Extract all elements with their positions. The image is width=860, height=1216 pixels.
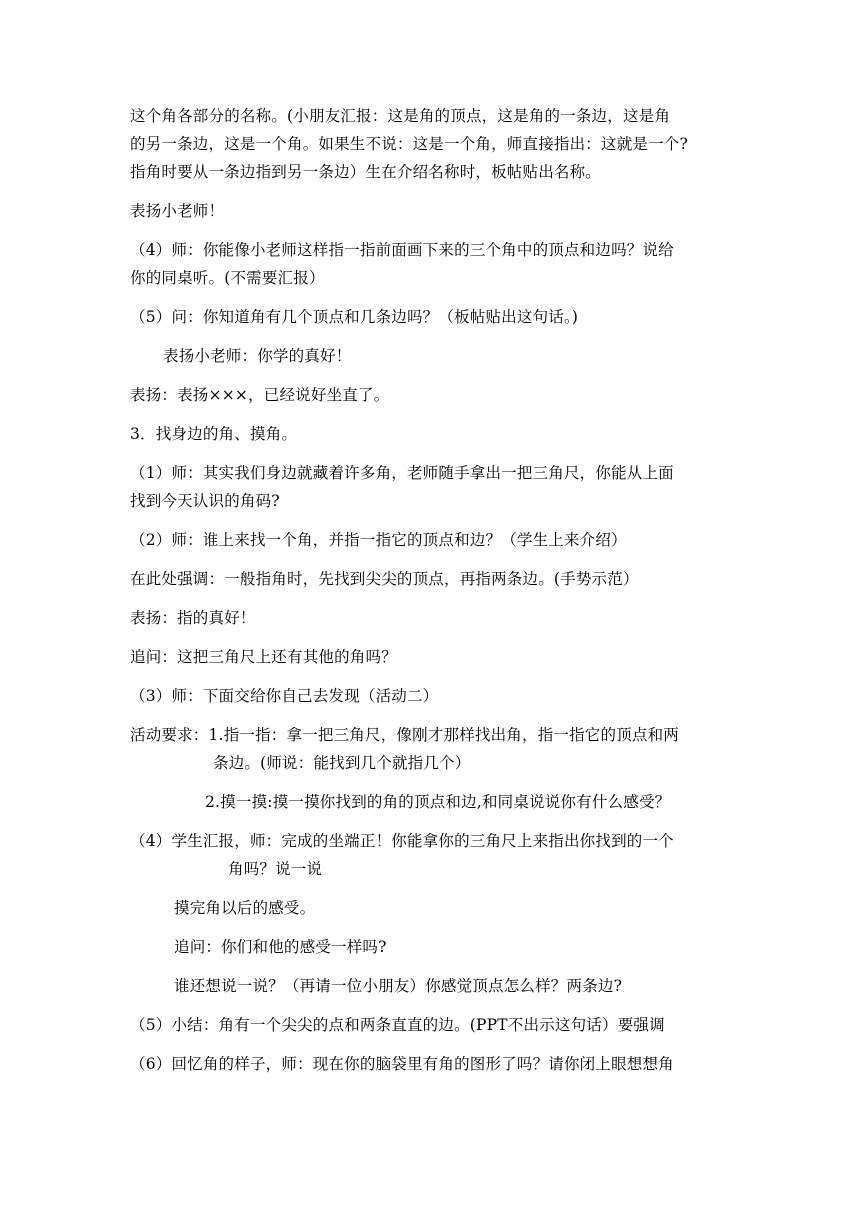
text-line-4: 表扬小老师！	[130, 202, 225, 220]
text-line-7: （5）问：你知道角有几个顶点和几条边吗？（板帖贴出这句话。)	[130, 308, 579, 326]
text-line-3: 指角时要从一条边指到另一条边）生在介绍名称时，板帖贴出名称。	[130, 163, 602, 181]
text-line-15: 表扬：指的真好！	[130, 609, 256, 627]
text-line-25: 谁还想说一说？（再请一位小朋友）你感觉顶点怎么样？两条边?	[174, 977, 623, 995]
text-line-18: 活动要求：1.指一指：拿一把三角尺，像刚才那样找出角，指一指它的顶点和两	[130, 726, 679, 744]
text-line-6: 你的同桌听。(不需要汇报）	[130, 269, 325, 287]
text-line-22: 角吗？说一说	[228, 860, 323, 878]
text-line-11: （1）师：其实我们身边就藏着许多角，老师随手拿出一把三角尺，你能从上面	[130, 464, 674, 482]
text-line-20: 2.摸一摸:摸一摸你找到的角的顶点和边,和同桌说说你有什么感受？	[205, 793, 671, 811]
text-line-13: （2）师：谁上来找一个角，并指一指它的顶点和边？（学生上来介绍）	[130, 531, 627, 549]
text-line-8: 表扬小老师：你学的真好！	[163, 347, 352, 365]
text-line-14: 在此处强调：一般指角时，先找到尖尖的顶点，再指两条边。(手势示范）	[130, 570, 639, 588]
text-line-27: （6）回忆角的样子，师：现在你的脑袋里有角的图形了吗？请你闭上眼想想角	[130, 1055, 674, 1073]
text-line-5: （4）师：你能像小老师这样指一指前面画下来的三个角中的顶点和边吗？说给	[130, 241, 674, 259]
text-line-23: 摸完角以后的感受。	[174, 899, 316, 917]
text-line-12: 找到今天认识的角码?	[130, 492, 280, 510]
text-line-19: 条边。(师说：能找到几个就指几个）	[213, 754, 471, 772]
text-line-24: 追问：你们和他的感受一样吗?	[174, 938, 387, 956]
text-line-17: （3）师：下面交给你自己去发现（活动二）	[130, 687, 439, 705]
text-line-2: 的另一条边，这是一个角。如果生不说：这是一个角，师直接指出：这就是一个?	[130, 135, 689, 153]
text-line-10: 3．找身边的角、摸角。	[130, 425, 298, 443]
text-line-26: （5）小结：角有一个尖尖的点和两条直直的边。(PPT不出示这句话）要强调	[130, 1016, 665, 1034]
text-line-9: 表扬：表扬×××，已经说好坐直了。	[130, 386, 390, 404]
text-line-16: 追问：这把三角尺上还有其他的角吗？	[130, 648, 397, 666]
text-line-1: 这个角各部分的名称。(小朋友汇报：这是角的顶点，这是角的一条边，这是角	[130, 107, 671, 125]
text-line-21: （4）学生汇报，师：完成的坐端正！你能拿你的三角尺上来指出你找到的一个	[130, 832, 674, 850]
